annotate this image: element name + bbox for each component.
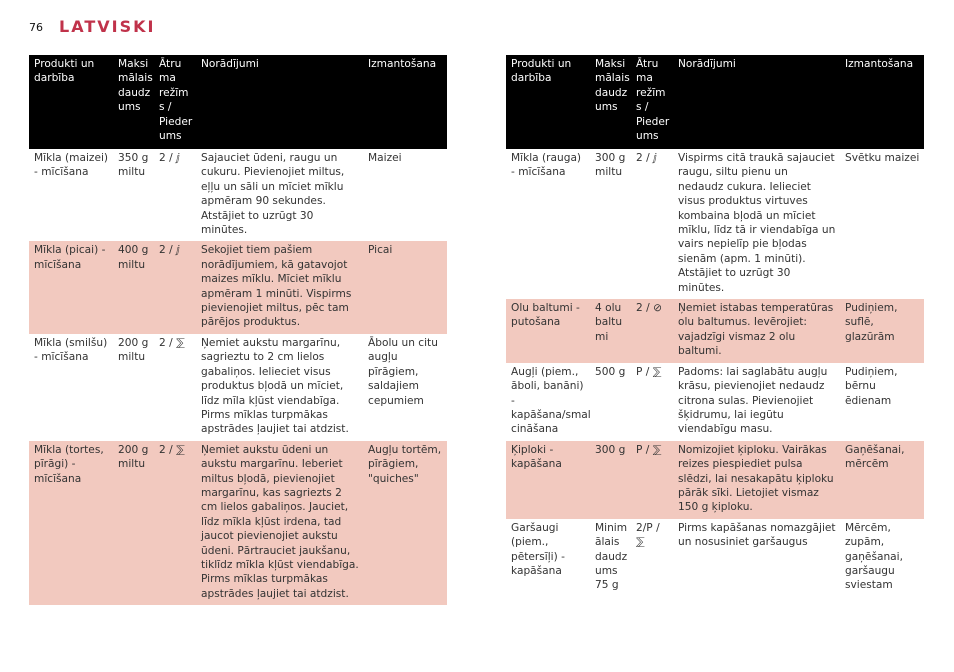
cell-product: Garšaugi (piem., pētersīļi) - kapāšana: [506, 519, 590, 597]
header-instructions: Norādījumi: [673, 55, 840, 149]
cell-product: Mīkla (rauga) - mīcīšana: [506, 149, 590, 299]
cell-max-amount: 200 g miltu: [113, 441, 154, 605]
cell-instructions: Pirms kapāšanas nomazgājiet un nosusiniet garšaugus: [673, 519, 840, 597]
cell-instructions: Padoms: lai saglabātu augļu krāsu, pievienojiet nedaudz citrona sulas. Pievienojiet šķidrumu, lai iegūtu viendabīgu masu.: [673, 363, 840, 441]
cell-product: Mīkla (maizei) - mīcīšana: [29, 149, 113, 241]
cell-usage: Pudiņiem, bērnu ēdienam: [840, 363, 924, 441]
header-max-amount: Maksi mālais daudz ums: [113, 55, 154, 149]
cell-speed: [154, 441, 196, 605]
speed-value: 2 /: [159, 336, 173, 349]
right-table-body: [506, 149, 924, 597]
cell-max-amount: 200 g miltu: [113, 334, 154, 441]
cell-usage: Ābolu un citu augļu pīrāgiem, saldajiem cepumiem: [363, 334, 447, 441]
cell-speed: [154, 334, 196, 441]
left-table-body: [29, 149, 447, 605]
cell-product: Ķiploki - kapāšana: [506, 441, 590, 519]
speed-value: 2 /: [159, 443, 173, 456]
cell-max-amount: 400 g miltu: [113, 241, 154, 333]
cell-usage: Mērcēm, zupām, gaņēšanai, garšaugu sviestam: [840, 519, 924, 597]
cell-max-amount: 4 olu baltu mi: [590, 299, 631, 363]
cell-max-amount: 500 g: [590, 363, 631, 441]
cell-speed: [631, 441, 673, 519]
cell-usage: Pudiņiem, suflē, glazūrām: [840, 299, 924, 363]
table-header-row: [29, 55, 447, 149]
header-usage: Izmantošana: [363, 55, 447, 149]
table-row: [29, 441, 447, 605]
left-table: [29, 55, 447, 605]
table-row: [29, 149, 447, 241]
cell-max-amount: 300 g miltu: [590, 149, 631, 299]
dough-hook-icon: ⅉ: [176, 152, 180, 164]
cell-max-amount: Minim ālais daudz ums 75 g: [590, 519, 631, 597]
cell-product: Mīkla (tortes, pīrāgi) - mīcīšana: [29, 441, 113, 605]
cell-instructions: Vispirms citā traukā sajauciet raugu, siltu pienu un nedaudz cukura. Ielieciet visus produktus virtuves kombaina bļodā un mīciet mīklu, līdz tā ir viendabīga un vairs nepielīp pie bļodas sienām (apm. 1 minūti). Atstājiet to uzrūgt 30 minūtes.: [673, 149, 840, 299]
header-usage: Izmantošana: [840, 55, 924, 149]
header-speed: Ātru ma režīm s / Pieder ums: [631, 55, 673, 149]
cell-speed: [154, 149, 196, 241]
header-instructions: Norādījumi: [196, 55, 363, 149]
cell-usage: Augļu tortēm, pīrāgiem, "quiches": [363, 441, 447, 605]
blade-icon: ⅀: [652, 443, 662, 456]
table-header-row: [506, 55, 924, 149]
speed-value: 2 /: [636, 302, 650, 315]
blade-icon: ⅀: [176, 443, 185, 456]
cell-speed: [631, 363, 673, 441]
cell-usage: Picai: [363, 241, 447, 333]
speed-value: 2 /: [159, 244, 173, 257]
header-product: Produkti un darbība: [29, 55, 113, 149]
cell-usage: Maizei: [363, 149, 447, 241]
section-title: LATVISKI: [59, 17, 156, 36]
table-row: [29, 334, 447, 441]
header-speed: Ātru ma režīm s / Pieder ums: [154, 55, 196, 149]
speed-value: 2 /: [159, 152, 173, 164]
cell-speed: [631, 519, 673, 597]
speed-value: P /: [636, 443, 650, 456]
table-row: [506, 149, 924, 299]
header-product: Produkti un darbība: [506, 55, 590, 149]
cell-product: Augļi (piem., āboli, banāni) - kapāšana/smal cināšana: [506, 363, 590, 441]
cell-instructions: Nomizojiet ķiploku. Vairākas reizes piespiediet pulsa slēdzi, lai nesakapātu ķiploku pārāk sīki. Lietojiet vismaz 150 g ķiploku.: [673, 441, 840, 519]
cell-max-amount: 350 g miltu: [113, 149, 154, 241]
dough-hook-icon: ⅉ: [176, 244, 180, 257]
whisk-icon: ⊘: [653, 302, 662, 315]
header-max-amount: Maksi mālais daudz ums: [590, 55, 631, 149]
blade-icon: ⅀: [652, 365, 662, 378]
table-row: [506, 441, 924, 519]
dough-hook-icon: ⅉ: [653, 152, 657, 164]
cell-instructions: Ņemiet istabas temperatūras olu baltumus. Ievērojiet: vajadzīgi vismaz 2 olu baltumi.: [673, 299, 840, 363]
page-number: 76: [29, 21, 43, 34]
cell-max-amount: 300 g: [590, 441, 631, 519]
cell-instructions: Sekojiet tiem pašiem norādījumiem, kā gatavojot maizes mīklu. Mīciet mīklu apmēram 1 minūti. Vispirms pievienojiet miltus, pēc tam pārējos produktus.: [196, 241, 363, 333]
blade-icon: ⅀: [636, 536, 645, 549]
cell-instructions: Sajauciet ūdeni, raugu un cukuru. Pievienojiet miltus, eļļu un sāli un mīciet mīklu apmēram 90 sekundes. Atstājiet to uzrūgt 30 minūtes.: [196, 149, 363, 241]
table-row: [29, 241, 447, 333]
speed-value: 2 /: [636, 152, 650, 164]
cell-product: Mīkla (smilšu) - mīcīšana: [29, 334, 113, 441]
cell-speed: [154, 241, 196, 333]
speed-value: P /: [636, 365, 650, 378]
cell-instructions: Ņemiet aukstu margarīnu, sagrieztu to 2 cm lielos gabaliņos. Ielieciet visus produktus bļodā un mīciet, līdz mīla kļūst viendabīga. Pirms mīklas turpmākas apstrādes ļaujiet tai atdzist.: [196, 334, 363, 441]
cell-speed: [631, 299, 673, 363]
table-row: [506, 519, 924, 597]
cell-speed: [631, 149, 673, 299]
blade-icon: ⅀: [176, 336, 185, 349]
cell-instructions: Ņemiet aukstu ūdeni un aukstu margarīnu. Ieberiet miltus bļodā, pievienojiet margarīnu, kas sagriezts 2 cm lielos gabaliņos. Jauciet, līdz mīkla kļūst irdena, tad jaucot pievienojiet aukstu ūdeni. Pārtrauciet jaukšanu, tiklīdz mīkla kļūst viendabīga. Pirms mīklas turpmākas apstrādes ļaujiet tai atdzist.: [196, 441, 363, 605]
table-row: [506, 363, 924, 441]
cell-product: Olu baltumi - putošana: [506, 299, 590, 363]
table-row: [506, 299, 924, 363]
cell-product: Mīkla (picai) - mīcīšana: [29, 241, 113, 333]
cell-usage: Gaņēšanai, mērcēm: [840, 441, 924, 519]
speed-value: 2/P /: [636, 521, 660, 534]
right-table: [506, 55, 924, 597]
cell-usage: Svētku maizei: [840, 149, 924, 299]
